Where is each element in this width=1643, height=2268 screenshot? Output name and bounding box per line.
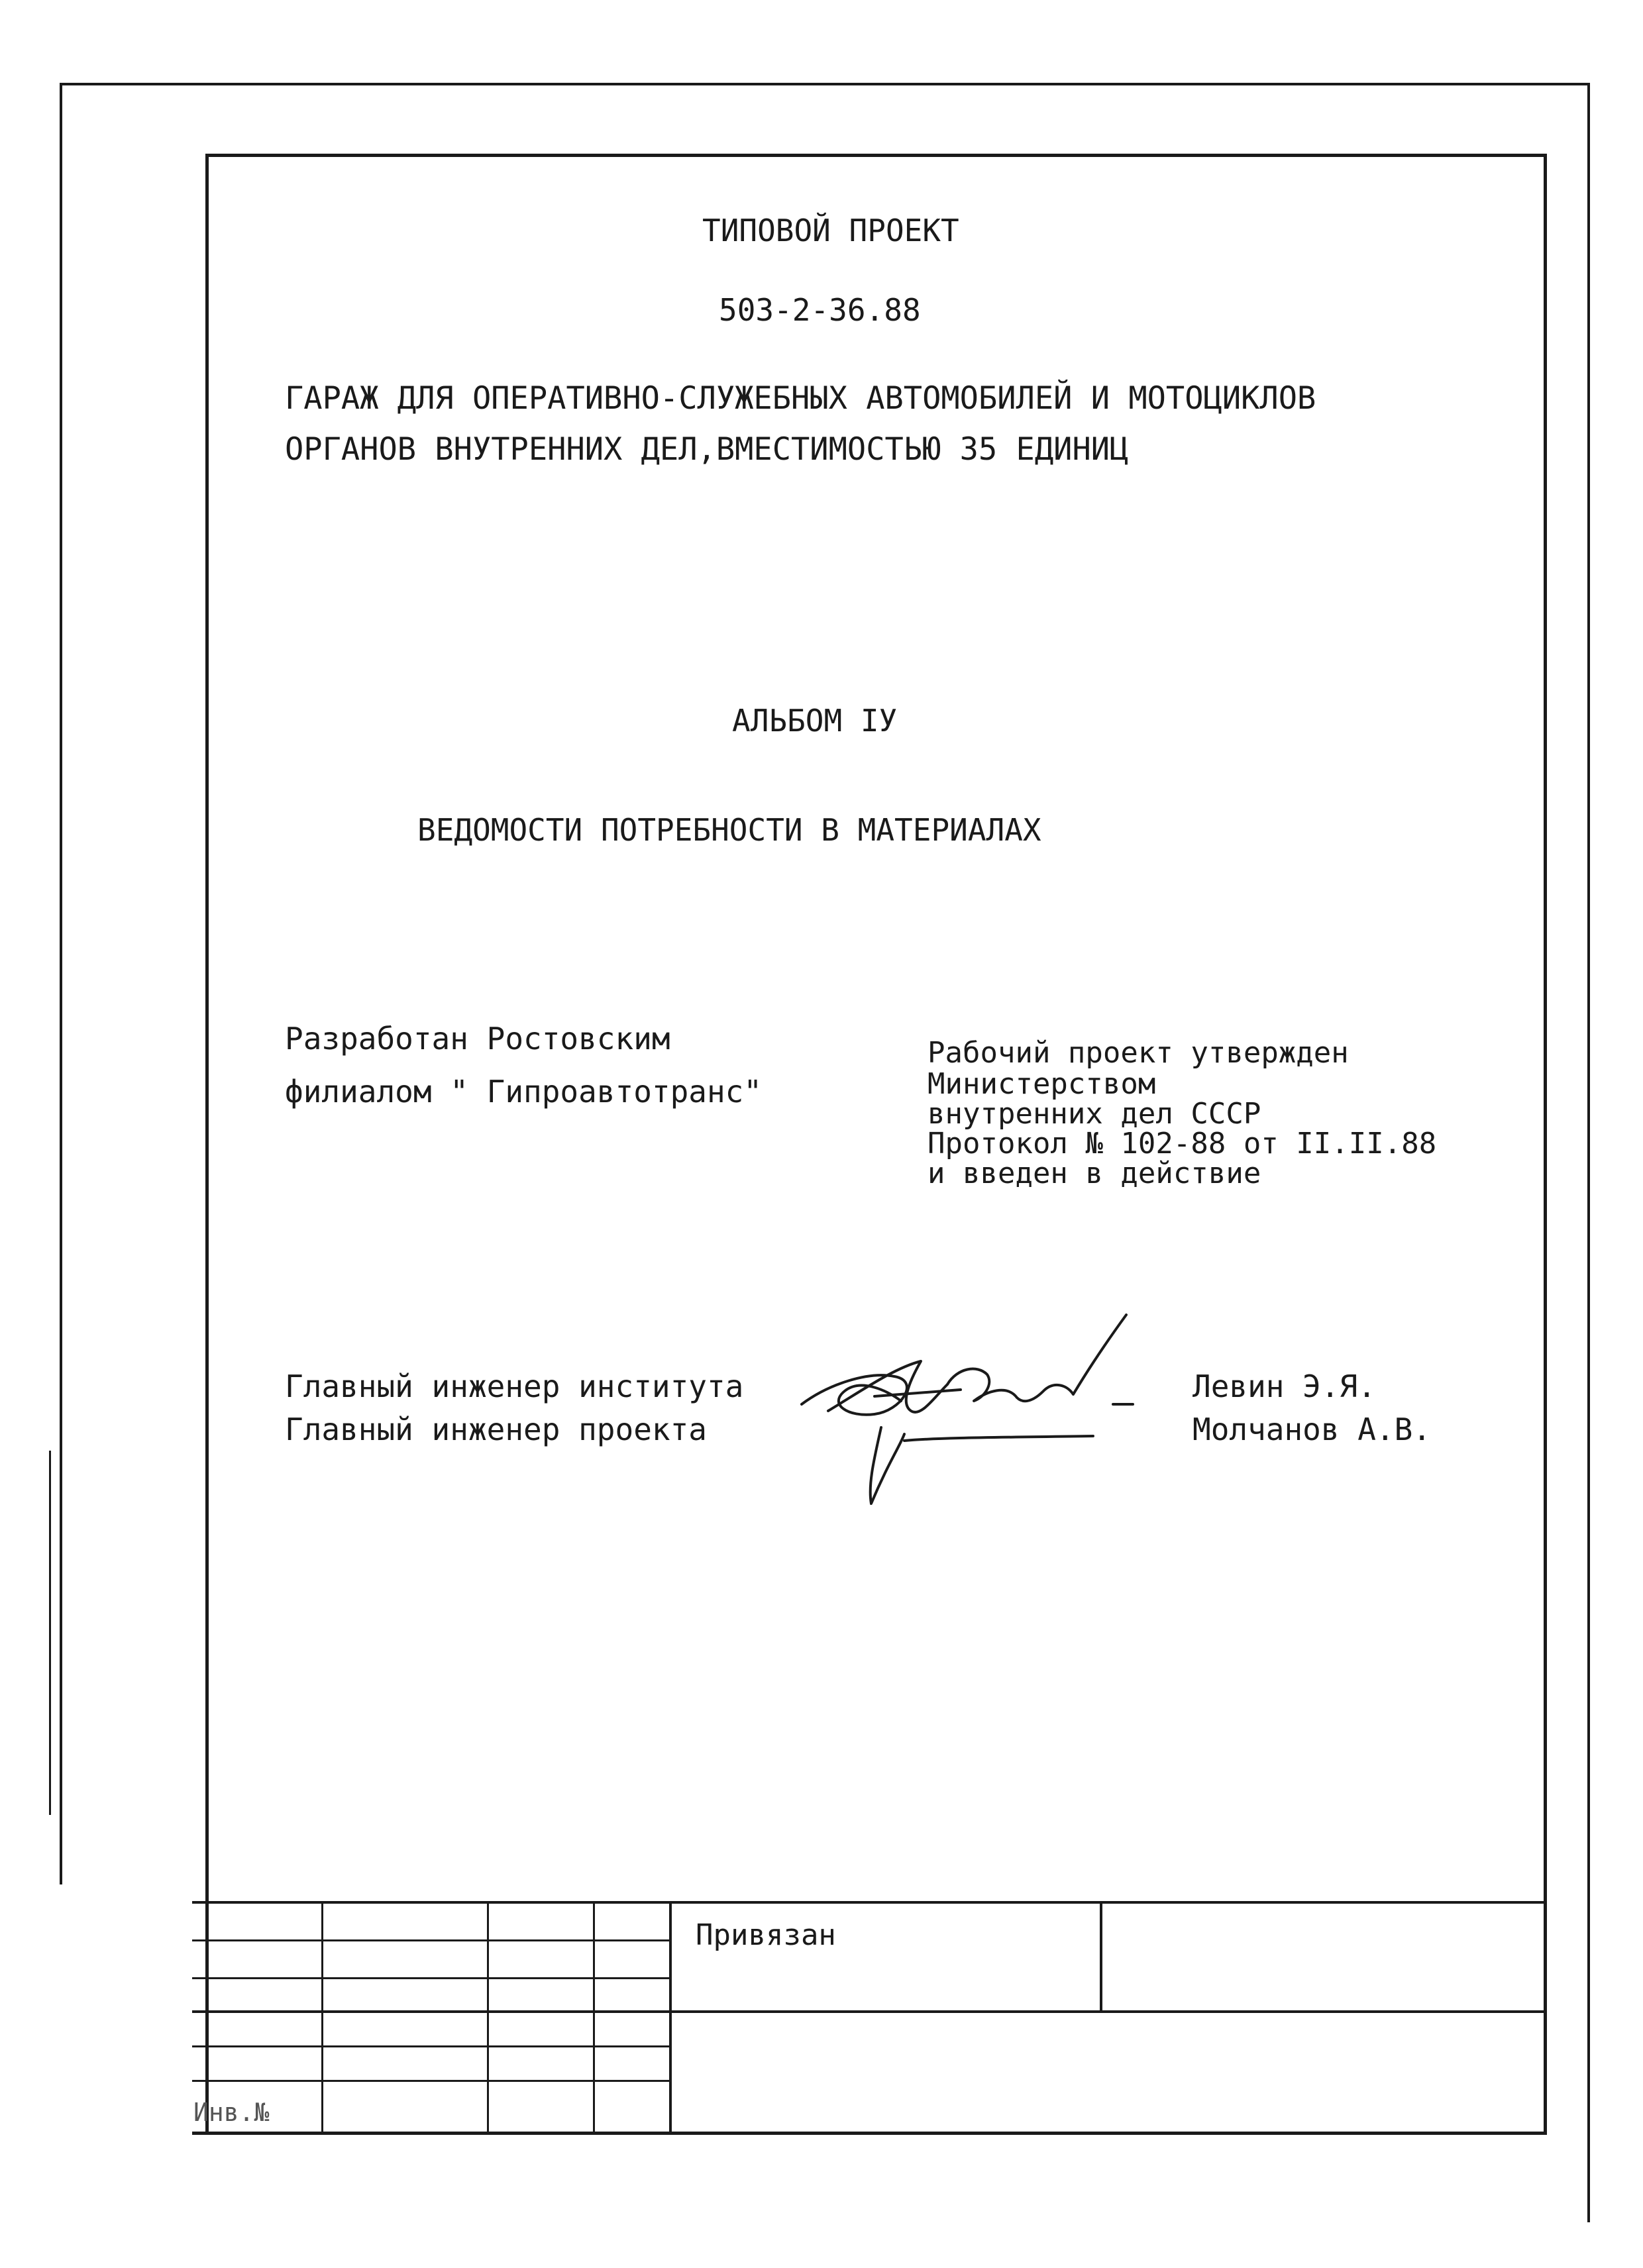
stamp-col-line-2: [487, 1901, 489, 2133]
outer-border-right: [1587, 83, 1590, 2222]
inv-number-label: Инв.№: [193, 2098, 270, 2127]
stamp-row-line-2: [192, 1977, 672, 1979]
stamp-col-line-1: [321, 1901, 323, 2133]
signature-role-2: Главный инженер проекта: [285, 1412, 707, 1447]
stamp-row-line-1: [192, 1939, 672, 1941]
doc-type: ТИПОВОЙ ПРОЕКТ: [702, 213, 959, 248]
developer-line-1: Разработан Ростовским: [285, 1021, 670, 1057]
approval-line-3: внутренних дел СССР: [928, 1097, 1261, 1131]
approval-line-4: Протокол № 102-88 от II.II.88: [928, 1127, 1437, 1160]
stamp-row-line-4: [192, 2045, 672, 2047]
approval-line-1: Рабочий проект утвержден: [928, 1036, 1349, 1070]
frame-bottom: [192, 2132, 1547, 2135]
frame-right: [1544, 154, 1547, 2134]
stamp-top-line: [192, 1901, 1547, 1904]
developer-line-2: филиалом " Гипроавтотранс": [285, 1074, 763, 1109]
signature-name-1: Левин Э.Я.: [1192, 1368, 1376, 1404]
handwritten-signature: [788, 1305, 1159, 1510]
bound-label: Привязан: [696, 1918, 836, 1952]
doc-number: 503-2-36.88: [719, 292, 921, 328]
frame-left: [205, 154, 209, 2134]
stamp-col-line-3: [593, 1901, 595, 2133]
stamp-col-line-4: [669, 1901, 672, 2133]
approval-line-2: Министерством: [928, 1067, 1156, 1101]
title-line-2: ОРГАНОВ ВНУТРЕННИХ ДЕЛ,ВМЕСТИМОСТЬЮ 35 ЕДИНИЦ: [285, 431, 1129, 468]
frame-top: [205, 154, 1546, 157]
outer-border-top: [60, 83, 1590, 85]
stamp-col-line-5: [1100, 1901, 1102, 2012]
margin-mark: [49, 1451, 51, 1815]
album-subtitle: ВЕДОМОСТИ ПОТРЕБНОСТИ В МАТЕРИАЛАХ: [417, 812, 1041, 848]
signature-name-2: Молчанов А.В.: [1192, 1412, 1432, 1447]
stamp-row-line-5: [192, 2080, 672, 2082]
signature-role-1: Главный инженер института: [285, 1368, 744, 1404]
stamp-row-line-3: [192, 2010, 1547, 2013]
album-label: АЛЬБОМ IУ: [732, 703, 898, 739]
title-line-1: ГАРАЖ ДЛЯ ОПЕРАТИВНО-СЛУЖЕБНЫХ АВТОМОБИЛЕЙ И МОТОЦИКЛОВ: [285, 380, 1316, 417]
approval-line-5: и введен в действие: [928, 1157, 1261, 1190]
outer-border-left: [60, 83, 62, 1884]
